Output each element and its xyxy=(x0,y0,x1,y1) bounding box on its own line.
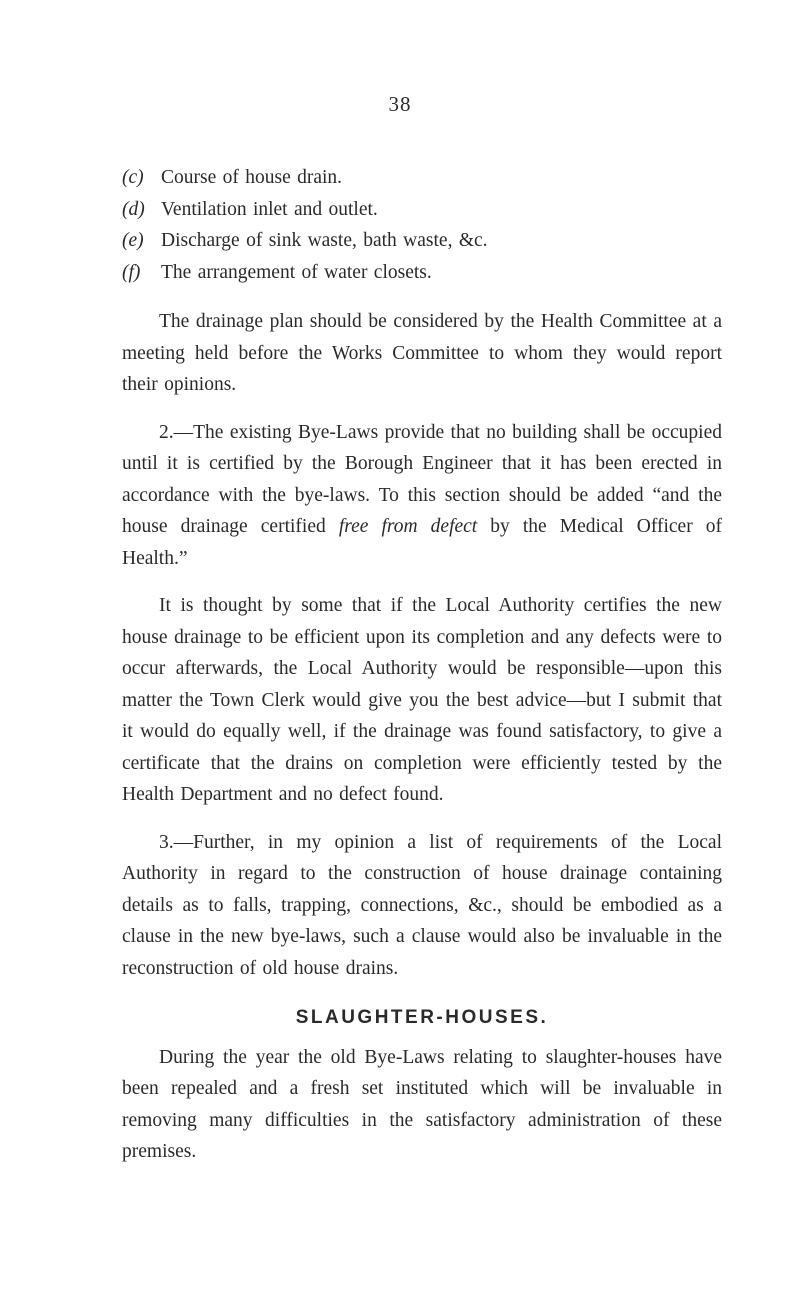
list-marker: (c) xyxy=(122,167,144,188)
list-marker: (f) xyxy=(122,261,141,283)
paragraph-bye-laws xyxy=(122,417,722,575)
page-body xyxy=(122,162,722,1168)
paragraph-bye-laws-text: 2.—The existing Bye-Laws provide that no building shall be occupied until it is certified by the Borough Engineer that it has been erected in accordance with the bye-laws. To this section should be added “and the house drainage certified xyxy=(122,421,722,537)
list-item-text: Discharge of sink waste, bath waste, &c. xyxy=(161,230,488,251)
list-item xyxy=(122,194,722,226)
list-marker: (e) xyxy=(122,230,144,251)
paragraph-drainage-plan: The drainage plan should be considered by the Health Committee at a meeting held before the Works Committee to whom they would report their opinions. xyxy=(122,311,722,395)
paragraph-slaughter-houses: During the year the old Bye-Laws relating to slaughter-houses have been repealed and a fresh set instituted which will be invaluable in removing many difficulties in the satisfactory administration of these premises. xyxy=(122,1046,722,1162)
paragraph-bye-laws-text-end: by the Medical Officer of Health.” xyxy=(122,516,723,569)
list-item-text: Course of house drain. xyxy=(161,167,343,188)
page-number: 38 xyxy=(388,92,412,116)
emphasis-free-from-defect: free from defect xyxy=(338,516,478,537)
list-item xyxy=(122,162,722,194)
list-item-text: The arrangement of water closets. xyxy=(161,261,432,283)
list-item xyxy=(122,257,722,289)
list-item-text: Ventilation inlet and outlet. xyxy=(161,198,378,220)
list-marker: (d) xyxy=(122,198,145,220)
list-item xyxy=(122,225,722,257)
paragraph-requirements: 3.—Further, in my opinion a list of requirements of the Local Authority in regard to the construction of house drainage containing details as to falls, trapping, connections, &c., should be embodied as a clause in the new bye-laws, such a clause would also be invaluable in the reconstruction of old house drains. xyxy=(122,831,722,979)
paragraph-local-authority: It is thought by some that if the Local Authority certifies the new house drainage to be efficient upon its completion and any defects were to occur afterwards, the Local Authority would be responsible—upon this matter the Town Clerk would give you the best advice—but I submit that it would do equally well, if the drainage was found satisfactory, to give a certificate that the drains on completion were efficiently tested by the Health Department and no defect found. xyxy=(122,595,722,805)
section-heading: SLAUGHTER-HOUSES. xyxy=(295,1007,549,1028)
